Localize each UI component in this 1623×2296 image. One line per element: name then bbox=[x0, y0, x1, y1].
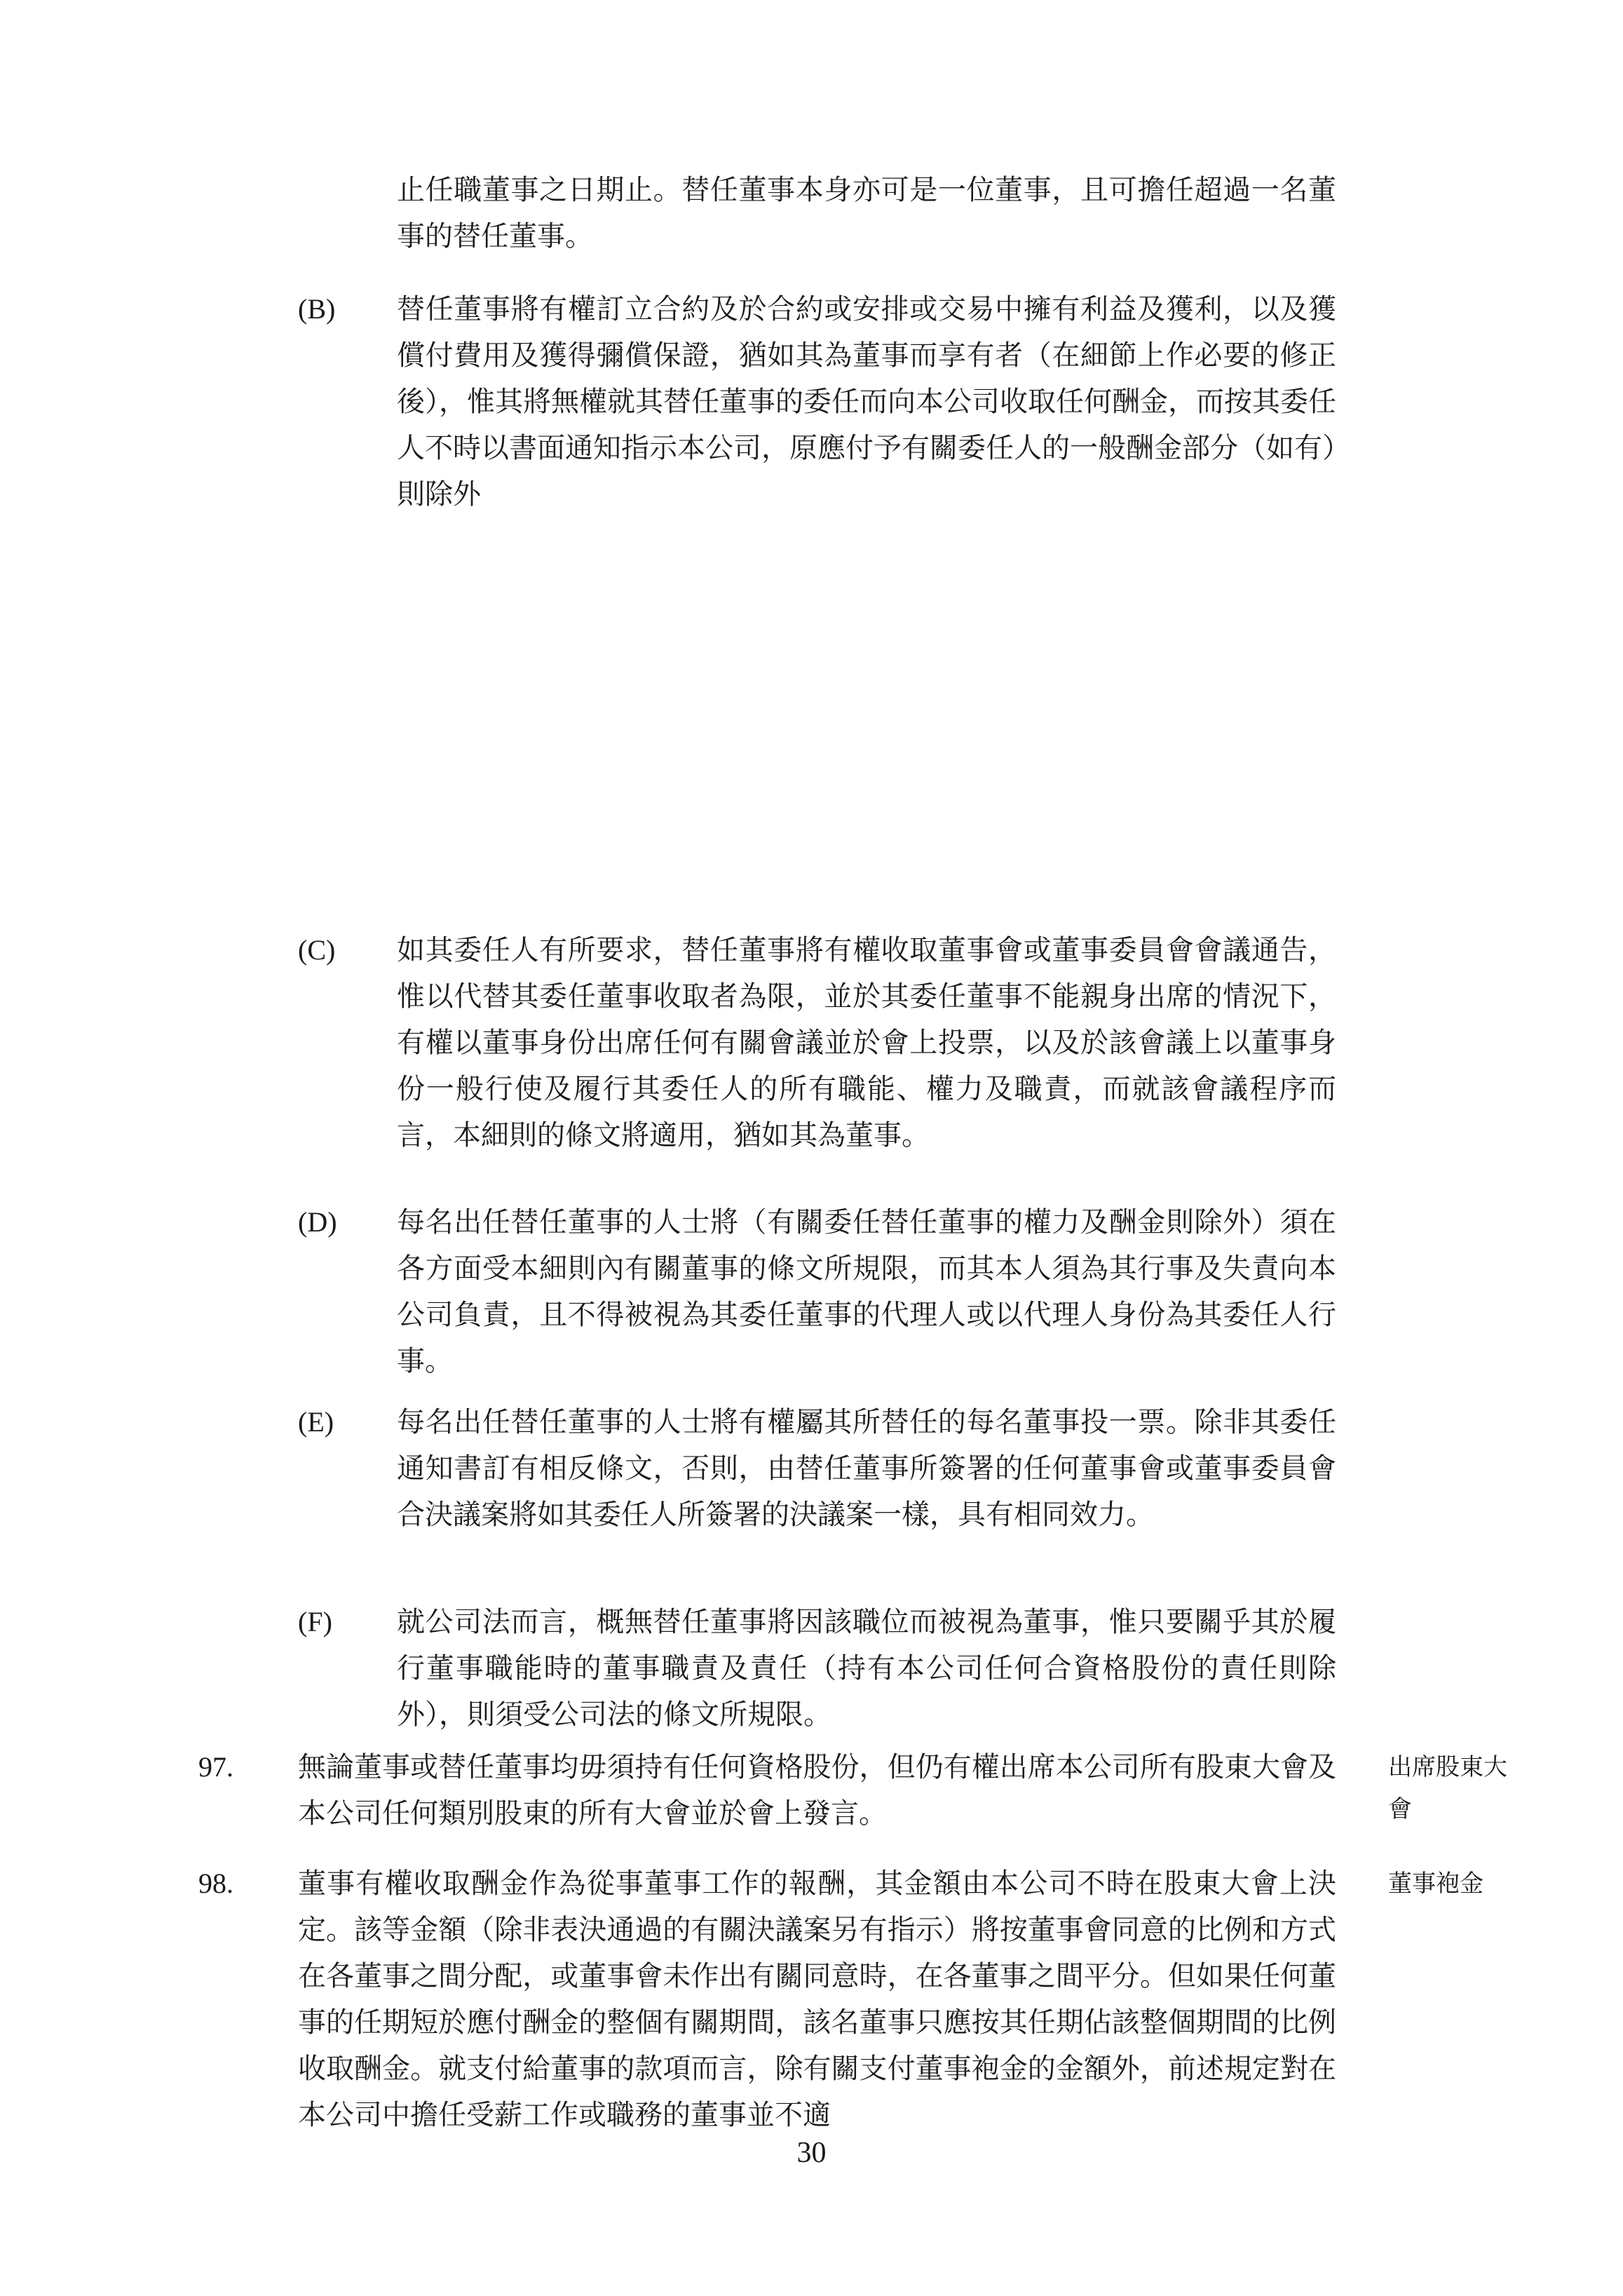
article-97-text: 無論董事或替任董事均毋須持有任何資格股份，但仍有權出席本公司所有股東大會及本公司任何類別股東的所有大會並於會上發言。 bbox=[298, 1751, 1336, 1830]
clause-label-f: (F) bbox=[298, 1606, 332, 1637]
continuation-paragraph: 止任職董事之日期止。替任董事本身亦可是一位董事，且可擔任超過一名董事的替任董事。 bbox=[397, 174, 1336, 252]
article-number-97: 97. bbox=[198, 1751, 233, 1783]
clause-e-text: 每名出任替任董事的人士將有權屬其所替任的每名董事投一票。除非其委任通知書訂有相反條文，否則，由替任董事所簽署的任何董事會或董事委員會合決議案將如其委任人所簽署的決議案一樣，具有相同效力。 bbox=[397, 1406, 1336, 1531]
article-97-side-note: 出席股東大會 bbox=[1388, 1753, 1507, 1823]
clause-label-c: (C) bbox=[298, 934, 336, 966]
clause-c-text: 如其委任人有所要求，替任董事將有權收取董事會或董事委員會會議通告，惟以代替其委任董事收取者為限，並於其委任董事不能親身出席的情況下，有權以董事身份出席任何有關會議並於會上投票，以及於該會議上以董事身份一般行使及履行其委任人的所有職能、權力及職責，而就該會議程序而言，本細則的條文將適用，猶如其為董事。 bbox=[397, 934, 1336, 1152]
article-number-98: 98. bbox=[198, 1868, 233, 1899]
article-98-side-note: 董事袍金 bbox=[1388, 1870, 1483, 1898]
clause-label-e: (E) bbox=[298, 1406, 334, 1438]
clause-label-b: (B) bbox=[298, 293, 336, 325]
clause-d-text: 每名出任替任董事的人士將（有關委任替任董事的權力及酬金則除外）須在各方面受本細則內有關董事的條文所規限，而其本人須為其行事及失責向本公司負責，且不得被視為其委任董事的代理人或以代理人身份為其委任人行事。 bbox=[397, 1206, 1336, 1377]
page-number: 30 bbox=[796, 2137, 827, 2169]
article-98-text: 董事有權收取酬金作為從事董事工作的報酬，其金額由本公司不時在股東大會上決定。該等金額（除非表決通過的有關決議案另有指示）將按董事會同意的比例和方式在各董事之間分配，或董事會未作出有關同意時，在各董事之間平分。但如果任何董事的任期短於應付酬金的整個有關期間，該名董事只應按其任期佔該整個期間的比例收取酬金。就支付給董事的款項而言，除有關支付董事袍金的金額外，前述規定對在本公司中擔任受薪工作或職務的董事並不適 bbox=[298, 1868, 1336, 2131]
clause-b-text: 替任董事將有權訂立合約及於合約或安排或交易中擁有利益及獲利，以及獲償付費用及獲得彌償保證，猶如其為董事而享有者（在細節上作必要的修正後），惟其將無權就其替任董事的委任而向本公司收取任何酬金，而按其委任人不時以書面通知指示本公司，原應付予有關委任人的一般酬金部分（如有）則除外 bbox=[397, 293, 1336, 511]
clause-f-text: 就公司法而言，概無替任董事將因該職位而被視為董事，惟只要關乎其於履行董事職能時的董事職責及責任（持有本公司任何合資格股份的責任則除外），則須受公司法的條文所規限。 bbox=[397, 1606, 1336, 1731]
clause-label-d: (D) bbox=[298, 1206, 337, 1238]
